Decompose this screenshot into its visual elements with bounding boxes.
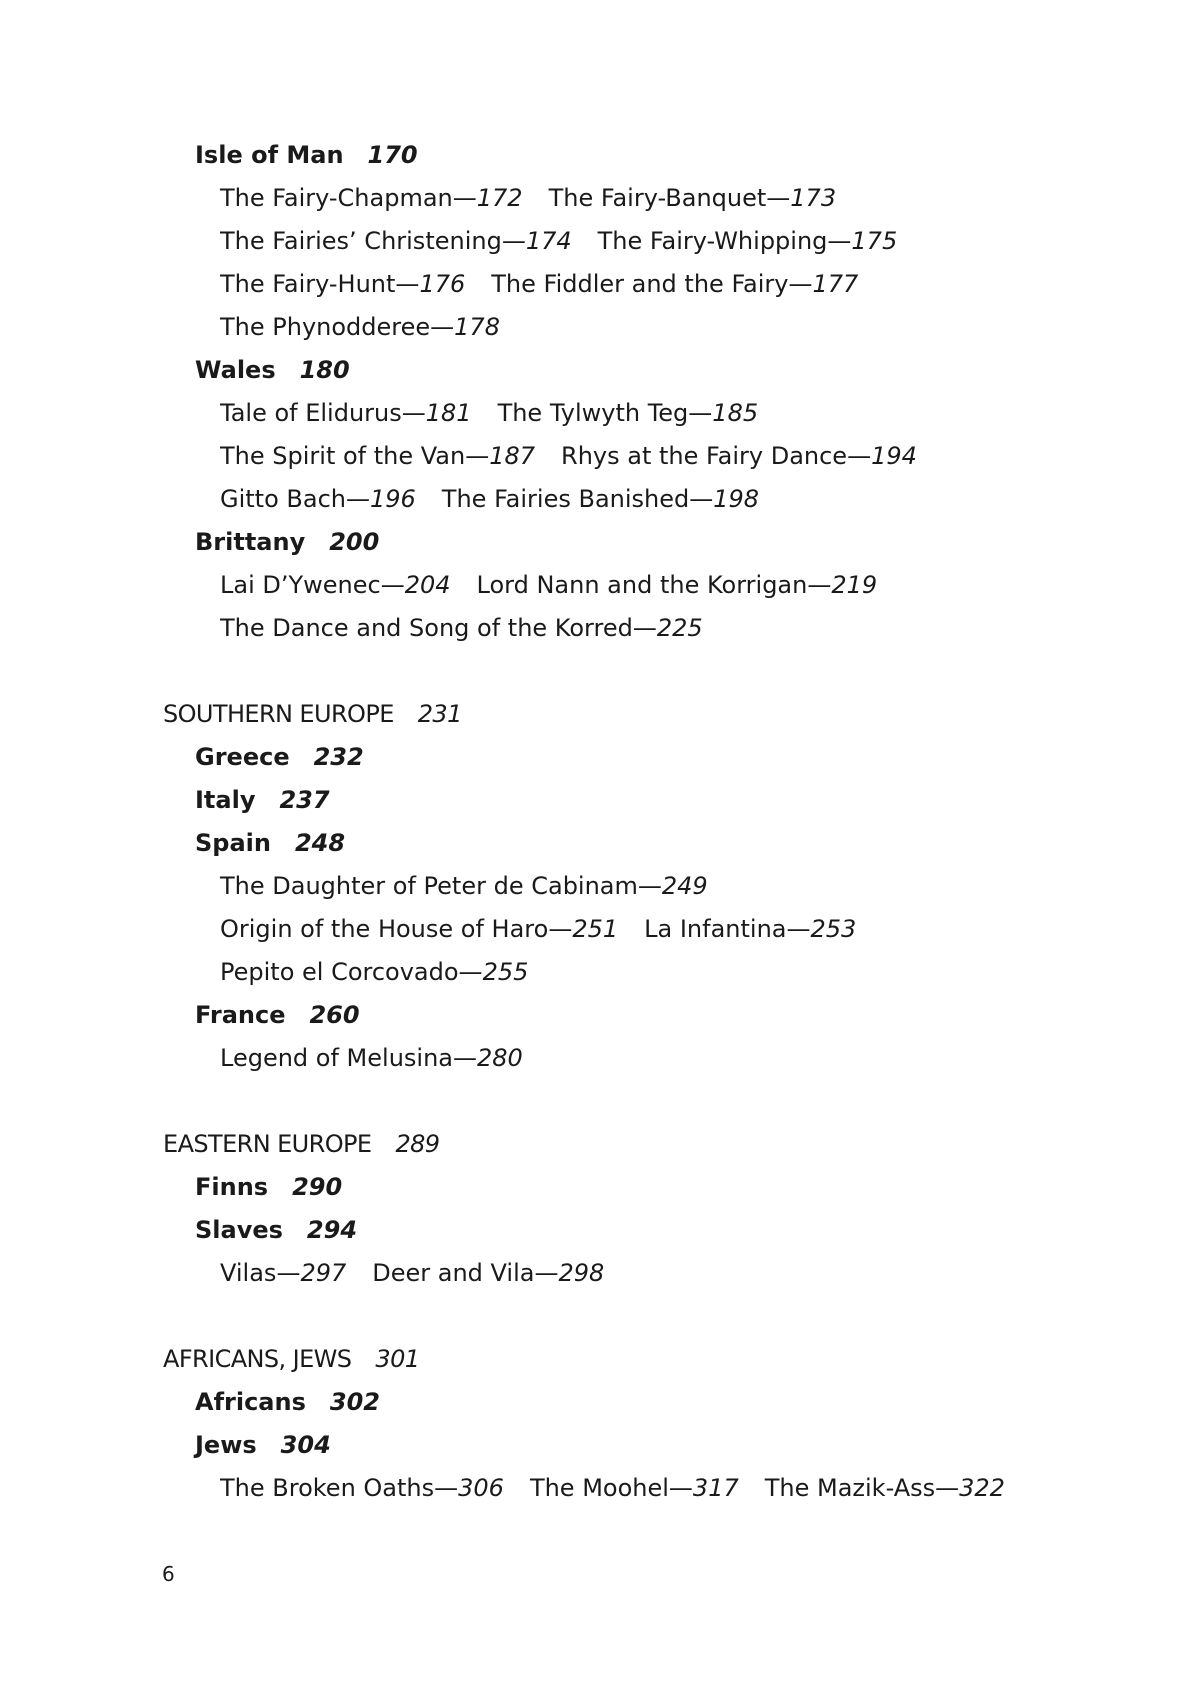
story-title: The Moohel— bbox=[529, 1474, 693, 1502]
page-number: 6 bbox=[162, 1562, 175, 1586]
story-title: The Mazik-Ass— bbox=[764, 1474, 960, 1502]
story-page-number: 204 bbox=[404, 571, 451, 599]
heading-page-number: 302 bbox=[329, 1388, 380, 1416]
heading-page-number: 248 bbox=[294, 829, 346, 857]
story-title: The Fiddler and the Fairy— bbox=[491, 270, 813, 298]
heading-title: Greece bbox=[195, 743, 290, 771]
story-page-number: 198 bbox=[713, 485, 760, 513]
story-title: The Fairies Banished— bbox=[441, 485, 714, 513]
toc-section-heading bbox=[163, 1209, 1063, 1252]
toc-story-entry bbox=[598, 220, 898, 263]
story-page-number: 297 bbox=[300, 1259, 347, 1287]
story-page-number: 187 bbox=[489, 442, 536, 470]
toc-story-entry bbox=[220, 607, 703, 650]
table-of-contents bbox=[163, 134, 1063, 1510]
story-page-number: 173 bbox=[790, 184, 837, 212]
heading-page-number: 290 bbox=[292, 1173, 343, 1201]
story-page-number: 317 bbox=[692, 1474, 739, 1502]
toc-story-entry bbox=[220, 306, 500, 349]
toc-part-heading bbox=[163, 1123, 1063, 1166]
story-page-number: 172 bbox=[476, 184, 523, 212]
toc-story-entry bbox=[220, 435, 535, 478]
heading-title: Slaves bbox=[195, 1216, 283, 1244]
toc-part-heading bbox=[163, 1338, 1063, 1381]
section-spacer bbox=[163, 1080, 1063, 1123]
toc-story-line bbox=[163, 1037, 1063, 1080]
toc-story-entry bbox=[220, 177, 523, 220]
story-title: The Tylwyth Teg— bbox=[497, 399, 713, 427]
toc-story-entry bbox=[220, 1252, 346, 1295]
heading-page-number: 180 bbox=[299, 356, 350, 384]
story-title: The Spirit of the Van— bbox=[220, 442, 490, 470]
toc-story-entry bbox=[372, 1252, 604, 1295]
heading-page-number: 301 bbox=[375, 1345, 420, 1373]
toc-story-entry bbox=[644, 908, 856, 951]
story-title: Rhys at the Fairy Dance— bbox=[561, 442, 872, 470]
story-page-number: 298 bbox=[558, 1259, 605, 1287]
heading-page-number: 304 bbox=[280, 1431, 331, 1459]
heading-title: Wales bbox=[195, 356, 276, 384]
story-title: Gitto Bach— bbox=[220, 485, 370, 513]
story-title: The Phynodderee— bbox=[220, 313, 455, 341]
toc-story-line bbox=[163, 564, 1063, 607]
heading-title: Africans bbox=[195, 1388, 306, 1416]
heading-title: Brittany bbox=[195, 528, 306, 556]
story-page-number: 178 bbox=[454, 313, 500, 341]
toc-story-entry bbox=[220, 865, 708, 908]
toc-story-entry bbox=[561, 435, 917, 478]
story-page-number: 306 bbox=[458, 1474, 504, 1502]
toc-story-entry bbox=[530, 1467, 739, 1510]
toc-story-entry bbox=[477, 564, 878, 607]
story-title: Lord Nann and the Korrigan— bbox=[476, 571, 832, 599]
toc-section-heading bbox=[163, 779, 1063, 822]
toc-story-line bbox=[163, 177, 1063, 220]
toc-story-entry bbox=[549, 177, 837, 220]
toc-story-line bbox=[163, 392, 1063, 435]
toc-story-entry bbox=[220, 908, 618, 951]
story-page-number: 194 bbox=[871, 442, 917, 470]
toc-story-entry bbox=[220, 1467, 504, 1510]
toc-section-heading bbox=[163, 521, 1063, 564]
story-page-number: 175 bbox=[851, 227, 898, 255]
story-page-number: 322 bbox=[959, 1474, 1005, 1502]
story-title: The Fairy-Banquet— bbox=[548, 184, 791, 212]
story-page-number: 225 bbox=[656, 614, 703, 642]
toc-section-heading bbox=[163, 736, 1063, 779]
heading-title: Italy bbox=[195, 786, 256, 814]
toc-story-entry bbox=[220, 220, 572, 263]
heading-page-number: 231 bbox=[417, 700, 462, 728]
story-title: Tale of Elidurus— bbox=[220, 399, 426, 427]
toc-section-heading bbox=[163, 1381, 1063, 1424]
heading-page-number: 237 bbox=[279, 786, 330, 814]
story-page-number: 177 bbox=[812, 270, 859, 298]
toc-story-entry bbox=[498, 392, 759, 435]
heading-title: Finns bbox=[195, 1173, 269, 1201]
story-title: The Fairies’ Christening— bbox=[220, 227, 526, 255]
story-page-number: 181 bbox=[425, 399, 472, 427]
toc-story-line bbox=[163, 865, 1063, 908]
heading-page-number: 294 bbox=[306, 1216, 358, 1244]
toc-story-entry bbox=[220, 951, 528, 994]
story-page-number: 219 bbox=[831, 571, 878, 599]
heading-title: France bbox=[195, 1001, 286, 1029]
story-title: Origin of the House of Haro— bbox=[220, 915, 573, 943]
story-title: The Daughter of Peter de Cabinam— bbox=[220, 872, 662, 900]
heading-title: AFRICANS, JEWS bbox=[163, 1345, 352, 1373]
toc-story-entry bbox=[491, 263, 858, 306]
story-page-number: 249 bbox=[661, 872, 708, 900]
story-title: Pepito el Corcovado— bbox=[220, 958, 483, 986]
story-title: The Broken Oaths— bbox=[220, 1474, 459, 1502]
section-spacer bbox=[163, 650, 1063, 693]
heading-title: EASTERN EUROPE bbox=[163, 1130, 372, 1158]
story-title: Legend of Melusina— bbox=[220, 1044, 477, 1072]
heading-page-number: 289 bbox=[395, 1130, 440, 1158]
toc-section-heading bbox=[163, 994, 1063, 1037]
heading-title: Jews bbox=[195, 1431, 257, 1459]
toc-section-heading bbox=[163, 134, 1063, 177]
toc-story-line bbox=[163, 306, 1063, 349]
toc-story-line bbox=[163, 263, 1063, 306]
story-title: Vilas— bbox=[220, 1259, 301, 1287]
heading-title: Spain bbox=[195, 829, 271, 857]
heading-title: SOUTHERN EUROPE bbox=[163, 700, 394, 728]
toc-story-line bbox=[163, 220, 1063, 263]
story-page-number: 280 bbox=[477, 1044, 523, 1072]
toc-story-line bbox=[163, 435, 1063, 478]
toc-story-entry bbox=[765, 1467, 1005, 1510]
story-page-number: 196 bbox=[369, 485, 416, 513]
story-title: Deer and Vila— bbox=[372, 1259, 559, 1287]
toc-section-heading bbox=[163, 1424, 1063, 1467]
toc-story-entry bbox=[220, 392, 472, 435]
heading-title: Isle of Man bbox=[195, 141, 344, 169]
toc-story-line bbox=[163, 951, 1063, 994]
toc-story-entry bbox=[220, 1037, 523, 1080]
story-title: The Dance and Song of the Korred— bbox=[220, 614, 657, 642]
story-title: La Infantina— bbox=[644, 915, 811, 943]
toc-story-entry bbox=[442, 478, 759, 521]
story-page-number: 255 bbox=[482, 958, 529, 986]
heading-page-number: 260 bbox=[309, 1001, 360, 1029]
toc-story-line bbox=[163, 478, 1063, 521]
toc-section-heading bbox=[163, 1166, 1063, 1209]
toc-story-entry bbox=[220, 478, 416, 521]
story-title: Lai D’Ywenec— bbox=[220, 571, 405, 599]
heading-page-number: 170 bbox=[367, 141, 418, 169]
toc-story-entry bbox=[220, 263, 465, 306]
toc-story-line bbox=[163, 607, 1063, 650]
story-page-number: 185 bbox=[712, 399, 759, 427]
toc-story-line bbox=[163, 1252, 1063, 1295]
toc-section-heading bbox=[163, 822, 1063, 865]
story-page-number: 253 bbox=[810, 915, 857, 943]
toc-part-heading bbox=[163, 693, 1063, 736]
toc-section-heading bbox=[163, 349, 1063, 392]
story-page-number: 176 bbox=[419, 270, 466, 298]
story-title: The Fairy-Whipping— bbox=[597, 227, 852, 255]
story-title: The Fairy-Chapman— bbox=[220, 184, 477, 212]
heading-page-number: 232 bbox=[313, 743, 364, 771]
story-page-number: 174 bbox=[525, 227, 572, 255]
section-spacer bbox=[163, 1295, 1063, 1338]
story-page-number: 251 bbox=[572, 915, 619, 943]
heading-page-number: 200 bbox=[329, 528, 380, 556]
toc-story-line bbox=[163, 1467, 1063, 1510]
toc-story-line bbox=[163, 908, 1063, 951]
story-title: The Fairy-Hunt— bbox=[220, 270, 420, 298]
toc-story-entry bbox=[220, 564, 451, 607]
